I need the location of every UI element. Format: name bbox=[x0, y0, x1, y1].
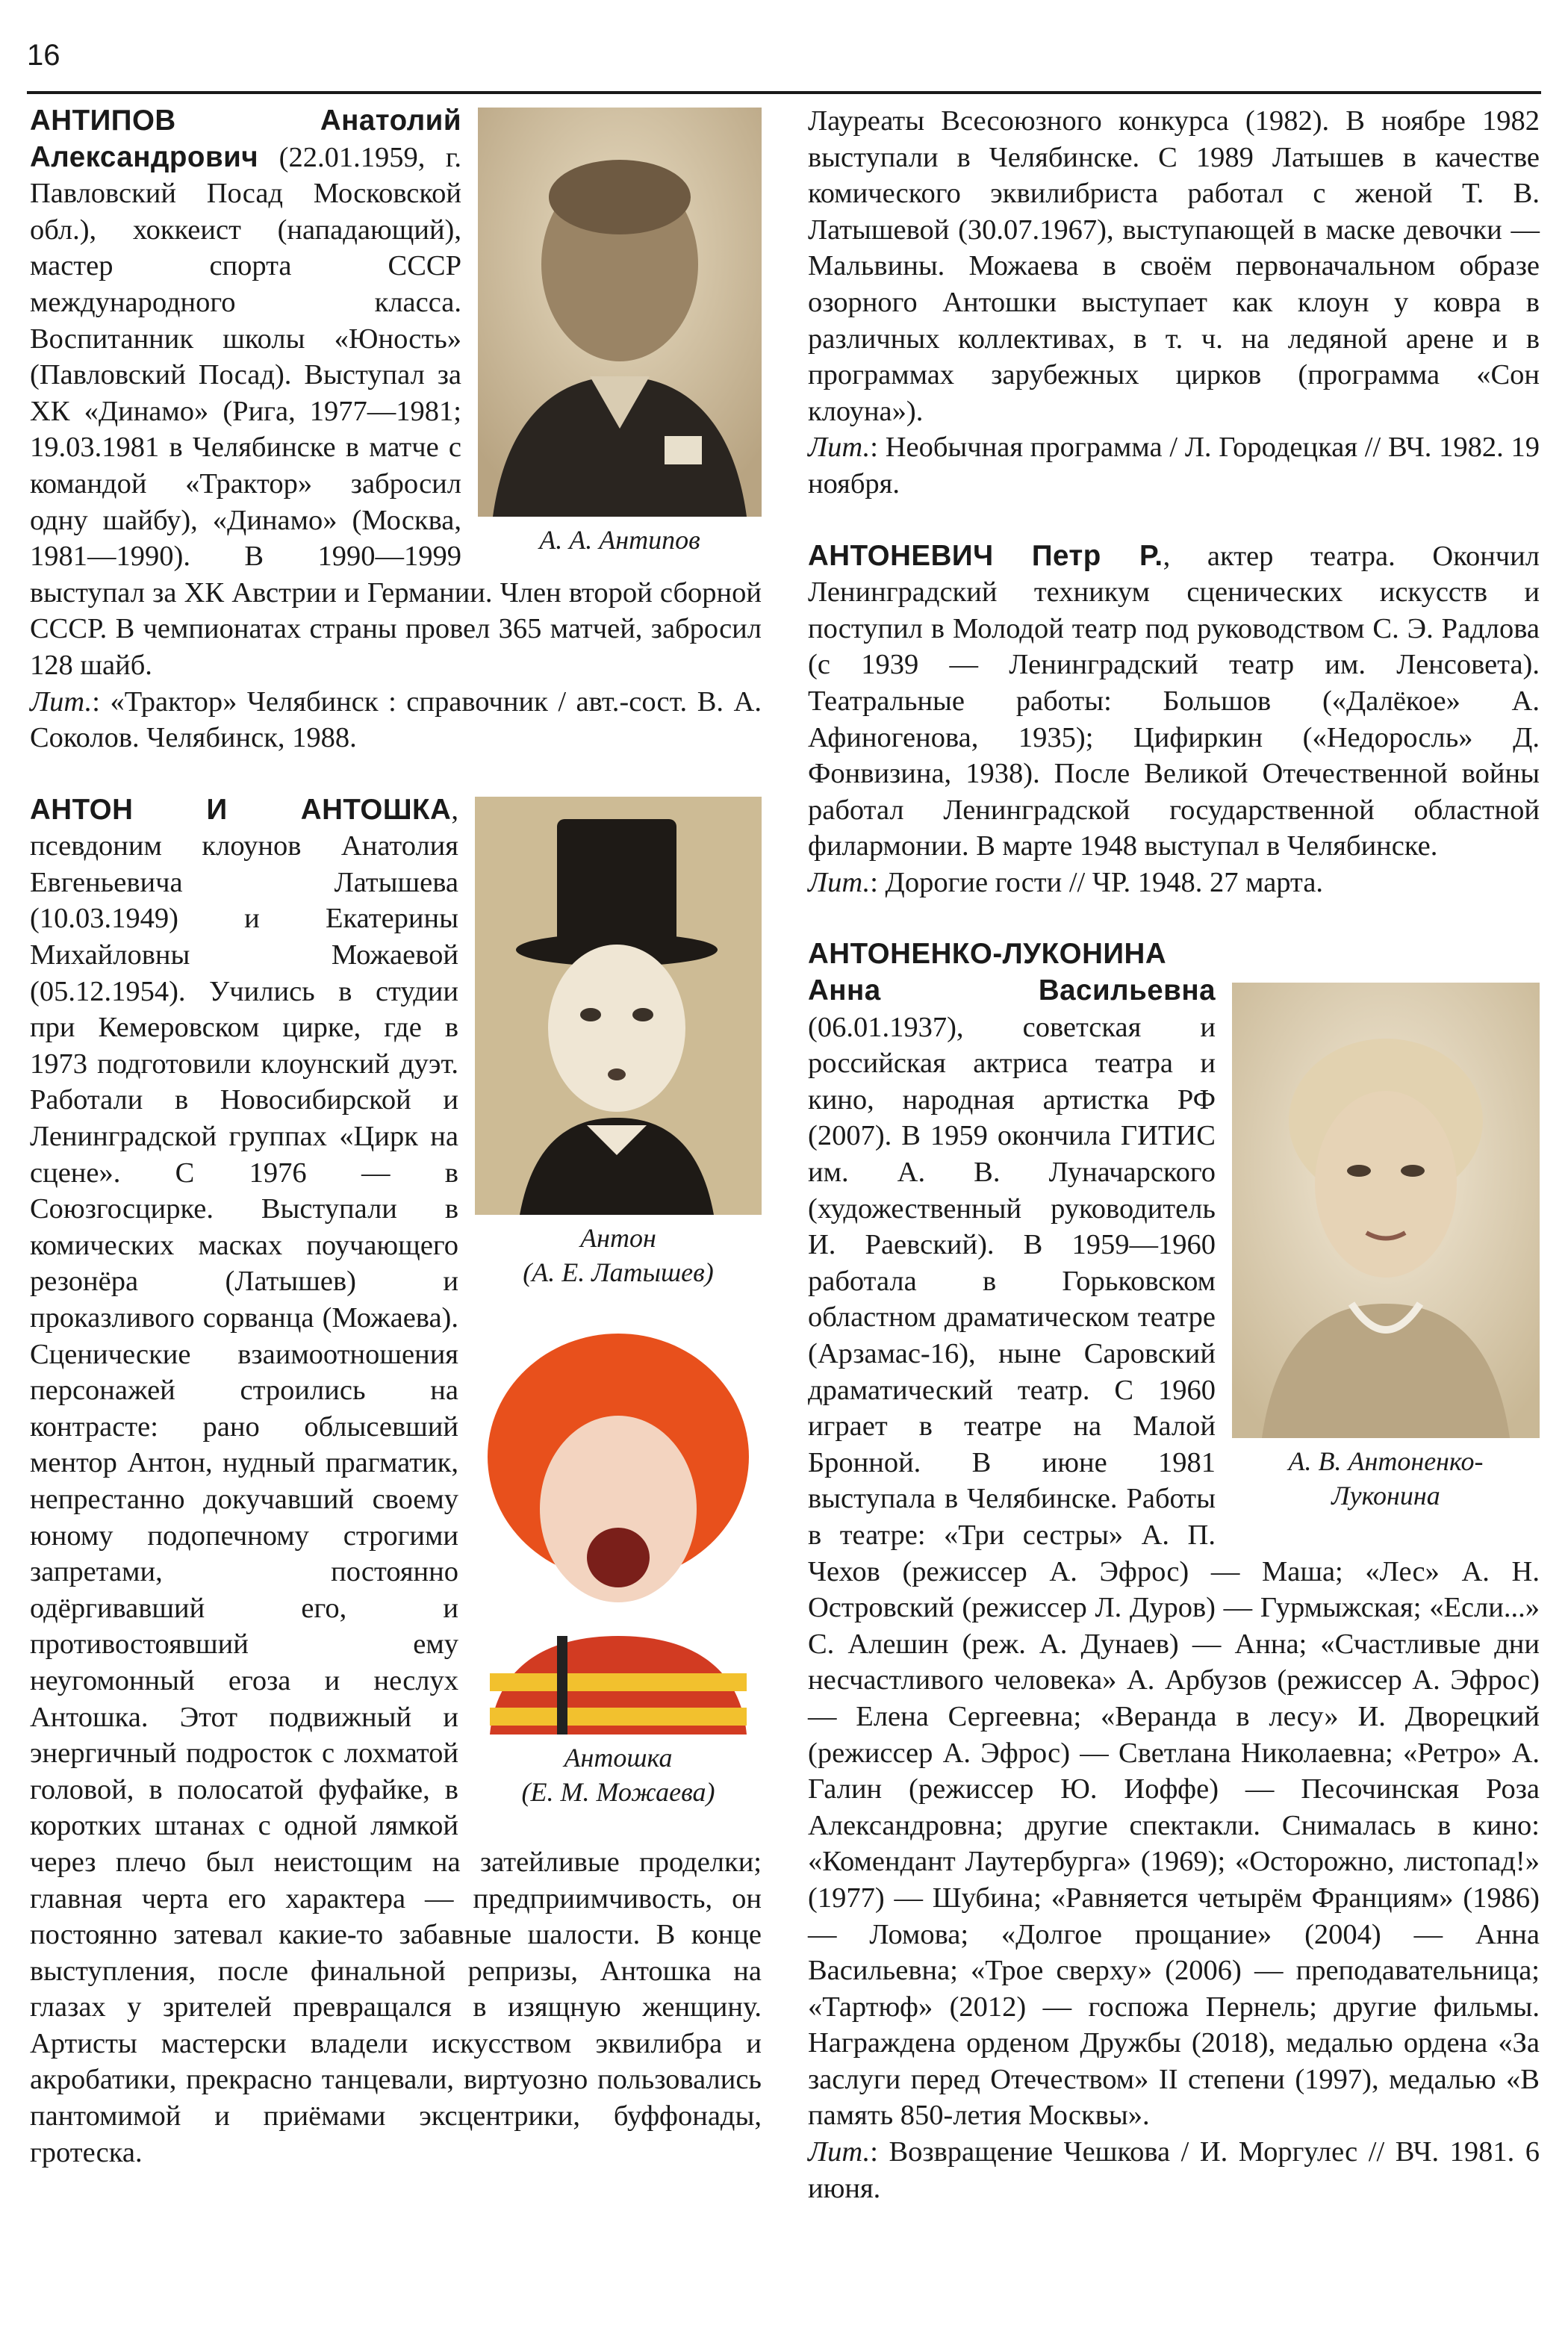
photo-antoshka bbox=[475, 1307, 762, 1735]
entry-text-anton: , псевдоним клоунов Анатолия Евгеньевича Латышева (10.03.1949) и Екатерины Михайловны Можаевой (05.12.1954). Учились в студии при Кемеровском цирке, где в 1973 подготовили клоунский дуэт. Работали в Новосибирской и Ленинградской группах «Цирк на сцене». С 1976 — в Союзгосцирке. Выступали в комических масках поучающего резонёра (Латышев) и проказливого сорванца (Можаева). Сценические взаимоотношения персонажей строились на контрасте: рано облысевший ментор Антон, нудный прагматик, непрестанно докучавший своему юному подопечному строгими запретами, постоянно одёргивавший его, и противостоявший ему неугомонный егоза и неслух Антошка. Этот подвижный и энергичный подросток с лохматой головой, в полосатой фуфайке, в коротких штанах с одной лямкой через плечо был неистощим на затейливые проделки; главная черта его характера — предприимчивость, он постоянно затевал какие-то забавные шалости. В конце выступления, после финальной репризы, Антошка на глазах у зрителей превращался в изящную женщину. Артисты мастерски владели искусством эквилибра и акробатики, прекрасно танцевали, виртуозно пользовались пантомимой и приёмами эксцентрики, буффонады, гротеска. bbox=[30, 794, 762, 2168]
caption-antoshka bbox=[475, 1740, 762, 1809]
lit-label: Лит. bbox=[808, 2136, 871, 2168]
header-rule bbox=[27, 91, 1541, 94]
entry-anton bbox=[30, 792, 762, 2171]
entry-text-antonevich: , актер театра. Окончил Ленинградский техникум сценических искусств и поступил в Молодой театр под руководством С. Э. Радлова (с 1939 — Ленинградский театр им. Ленсовета). Театральные работы: Большов («Далёкое» А. Афиногенова, 1935); Цифиркин («Недоросль» Д. Фонвизина, 1938). После Великой Отечественной войны работал Ленинградской государственной областной филармонии. В марте 1948 выступал в Челябинске. bbox=[808, 540, 1540, 862]
caption-antonenko bbox=[1232, 1444, 1540, 1513]
figure-anton-antoshka bbox=[475, 797, 762, 1809]
page-number: 16 bbox=[27, 39, 60, 72]
caption-anton bbox=[475, 1221, 762, 1289]
entry-head-antonevich: АНТОНЕВИЧ Петр Р. bbox=[808, 539, 1163, 572]
entry-antipov bbox=[30, 103, 762, 756]
caption-anton-line1: Антон bbox=[580, 1222, 656, 1253]
lit-text-antonenko: : Возвращение Чешкова / И. Моргулес // ВЧ. 1981. 6 июня. bbox=[808, 2136, 1540, 2204]
left-column bbox=[30, 103, 762, 2206]
entry-head-antonenko: АНТОНЕНКО-ЛУКОНИНА Анна Васильевна bbox=[808, 938, 1216, 1007]
entry-antonevich bbox=[808, 538, 1540, 901]
caption-antonenko-line2: Луконина bbox=[1331, 1481, 1440, 1511]
entry-head-anton: АНТОН И АНТОШКА bbox=[30, 793, 452, 826]
caption-antoshka-line2: (Е. М. Можаева) bbox=[521, 1776, 715, 1807]
lit-label: Лит. bbox=[30, 685, 93, 718]
caption-antipov: А. А. Антипов bbox=[539, 525, 700, 555]
lit-label: Лит. bbox=[808, 866, 871, 898]
photo-anton bbox=[475, 797, 762, 1215]
entry-text-antipov: (22.01.1959, г. Павловский Посад Московской обл.), хоккеист (нападающий), мастер спорта СССР международного класса. Воспитанник школы «Юность» (Павловский Посад). Выступал за ХК «Динамо» (Рига, 1977—1981; 19.03.1981 в Челябинске в матче с командой «Трактор» забросил одну шайбу), «Динамо» (Москва, 1981—1990). В 1990—1999 выступал за ХК Австрии и Германии. Член второй сборной СССР. В чемпионатах страны провел 365 матчей, забросил 128 шайб. bbox=[30, 141, 762, 681]
photo-antonenko bbox=[1232, 983, 1540, 1438]
caption-anton-line2: (А. Е. Латышев) bbox=[523, 1257, 714, 1287]
caption-antoshka-line1: Антошка bbox=[564, 1742, 673, 1773]
entry-text-anton-continued: Лауреаты Всесоюзного конкурса (1982). В ноябре 1982 выступали в Челябинске. С 1989 Латышев в качестве комического эквилибриста работал с женой Т. В. Латышевой (30.07.1967), выступающей в маске девочки — Мальвины. Можаева в своём первоначальном образе озорного Антошки выступает как клоун у ковра в различных коллективах, в т. ч. на ледяной арене и в программах зарубежных цирков (программа «Сон клоуна»). bbox=[808, 105, 1540, 427]
entry-anton-continued bbox=[808, 103, 1540, 503]
right-column bbox=[808, 103, 1540, 2242]
lit-text-anton: : Необычная программа / Л. Городецкая // ВЧ. 1982. 19 ноября. bbox=[808, 432, 1540, 500]
caption-antonenko-line1: А. В. Антоненко- bbox=[1288, 1446, 1484, 1477]
photo-antipov bbox=[478, 108, 762, 517]
entry-antonenko bbox=[808, 936, 1540, 2206]
entry-head-antipov: АНТИПОВ Анатолий Александрович bbox=[30, 105, 461, 173]
lit-text-antipov: : «Трактор» Челябинск : справочник / авт.-сост. В. А. Соколов. Челябинск, 1988. bbox=[30, 685, 762, 754]
lit-text-antonevich: : Дорогие гости // ЧР. 1948. 27 марта. bbox=[870, 866, 1324, 898]
figure-antipov bbox=[478, 108, 762, 557]
entry-text-antonenko: (06.01.1937), советская и российская актриса театра и кино, народная артистка РФ (2007). В 1959 окончила ГИТИС им. А. В. Луначарского (художественный руководитель И. Раевский). В 1959—1960 работала в Горьковском областном драматическом театре (Арзамас-16), ныне Саровский драматический театр. С 1960 играет в театре на Малой Бронной. В июне 1981 выступала в Челябинске. Работы в театре: «Три сестры» А. П. Чехов (режиссер А. Эфрос) — Маша; «Лес» А. Н. Островский (режиссер Л. Дуров) — Гурмыжская; «Если...» С. Алешин (реж. А. Дунаев) — Анна; «Счастливые дни несчастливого человека» А. Арбузов (режиссер А. Эфрос) — Елена Сергеевна; «Веранда в лесу» И. Дворецкий (режиссер А. Эфрос) — Светлана Николаевна; «Ретро» А. Галин (режиссер Ю. Иоффе) — Песочинская Роза Александровна; другие спектакли. Снималась в кино: «Комендант Лаутербурга» (1969); «Осторожно, листопад!» (1977) — Шубина; «Равняется четырём Франциям» (1986) — Ломова; «Долгое прощание» (2004) — Анна Васильевна; «Трое сверху» (2006) — преподавательница; «Тартюф» (2012) — госпожа Пернель; другие фильмы. Награждена орденом Дружбы (2018), медалью ордена «За заслуги перед Отечеством» II степени (1997), медалью «В память 850-летия Москвы». bbox=[808, 1011, 1540, 2132]
figure-antonenko bbox=[1232, 983, 1540, 1513]
lit-label: Лит. bbox=[808, 432, 871, 464]
